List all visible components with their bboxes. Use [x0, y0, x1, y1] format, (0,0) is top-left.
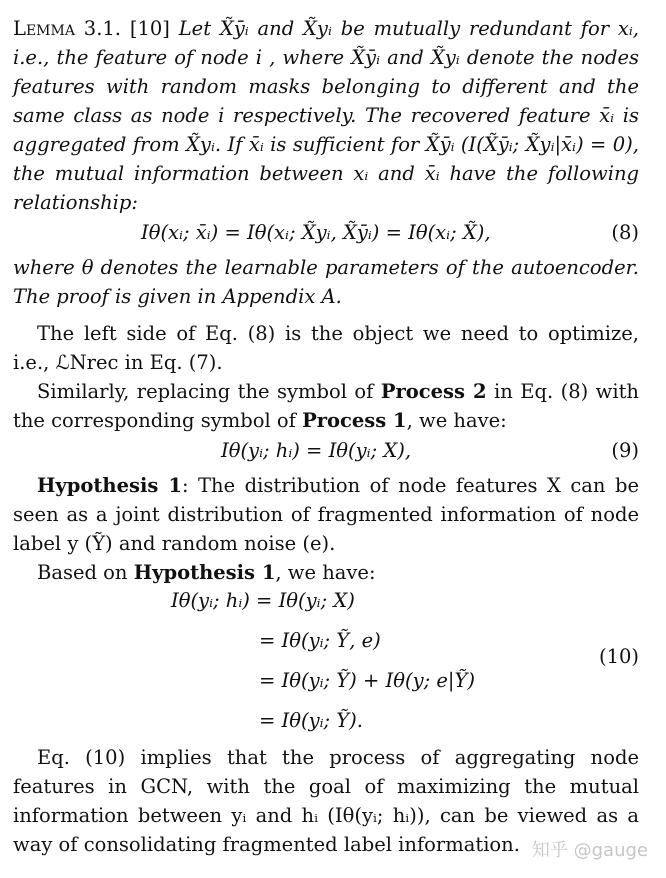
equation-10-line-1: Iθ(yᵢ; hᵢ) = Iθ(yᵢ; X)	[171, 589, 355, 612]
paragraph-implication: Eq. (10) implies that the process of aggregating node features in GCN, with the goal of maximizing the mutual information between yᵢ and hᵢ (Iθ(yᵢ; hᵢ)), can be viewed as a way of consolidating fragmented label information.	[13, 746, 639, 856]
paragraph-objective: The left side of Eq. (8) is the object we need to optimize, i.e., ℒNrec in Eq. (7).	[13, 322, 639, 374]
hypothesis-paragraph	[13, 471, 639, 558]
lemma-statement: Let X̃ȳᵢ and X̃yᵢ be mutually redundant for xᵢ, i.e., the feature of node i , where X̃ȳᵢ and X̃yᵢ denote the nodes features with random masks belonging to different and the same class as node i respectively. The recovered feature x̄ᵢ is aggregated from X̃yᵢ. If x̄ᵢ is sufficient for X̃ȳᵢ (I(X̃ȳᵢ; X̃yᵢ|x̄ᵢ) = 0), the mutual information between xᵢ and x̄ᵢ have the following relationship:	[13, 17, 640, 214]
process-1-ref: Process 1	[302, 409, 407, 432]
based-text-1: Based on	[37, 561, 134, 584]
hypothesis-text: : The distribution of node features X can be seen as a joint distribution of fragmented information of node label y (Ỹ) and random noise (e).	[13, 474, 639, 555]
equation-9-expression: Iθ(yᵢ; hᵢ) = Iθ(yᵢ; X),	[221, 439, 412, 462]
watermark: 知乎 @gauge	[531, 840, 648, 861]
process-2-ref: Process 2	[380, 380, 487, 403]
para2-text-2: in Eq. (8) with the corresponding symbol of	[13, 380, 639, 432]
equation-9	[13, 435, 639, 471]
paragraph-similarly	[13, 377, 639, 435]
paper-page	[13, 14, 639, 859]
lemma-label: Lemma 3.1.	[13, 17, 121, 40]
based-text-2: , we have:	[275, 561, 376, 584]
lemma-paragraph	[13, 14, 639, 217]
equation-10	[13, 587, 639, 743]
equation-10-line-2: = Iθ(yᵢ; Ỹ, e)	[259, 629, 381, 652]
hypothesis-ref: Hypothesis 1	[133, 561, 276, 584]
equation-9-number: (9)	[611, 439, 639, 462]
equation-8-expression: Iθ(xᵢ; x̄ᵢ) = Iθ(xᵢ; X̃yᵢ, X̃ȳᵢ) = Iθ(xᵢ; X̃),	[141, 221, 491, 244]
equation-10-line-4: = Iθ(yᵢ; Ỹ).	[259, 709, 363, 732]
hypothesis-label: Hypothesis 1	[37, 474, 182, 497]
equation-10-line-3: = Iθ(yᵢ; Ỹ) + Iθ(y; e|Ỹ)	[259, 669, 475, 692]
equation-8	[13, 217, 639, 253]
para2-text-3: , we have:	[406, 409, 507, 432]
equation-10-number: (10)	[598, 645, 639, 668]
lemma-citation: [10]	[129, 17, 170, 40]
equation-8-number: (8)	[611, 221, 639, 244]
paragraph-based-on	[13, 558, 639, 587]
para2-text-1: Similarly, replacing the symbol of	[37, 380, 381, 403]
lemma-conclusion: where θ denotes the learnable parameters of the autoencoder. The proof is given in Appendix A.	[13, 256, 639, 308]
